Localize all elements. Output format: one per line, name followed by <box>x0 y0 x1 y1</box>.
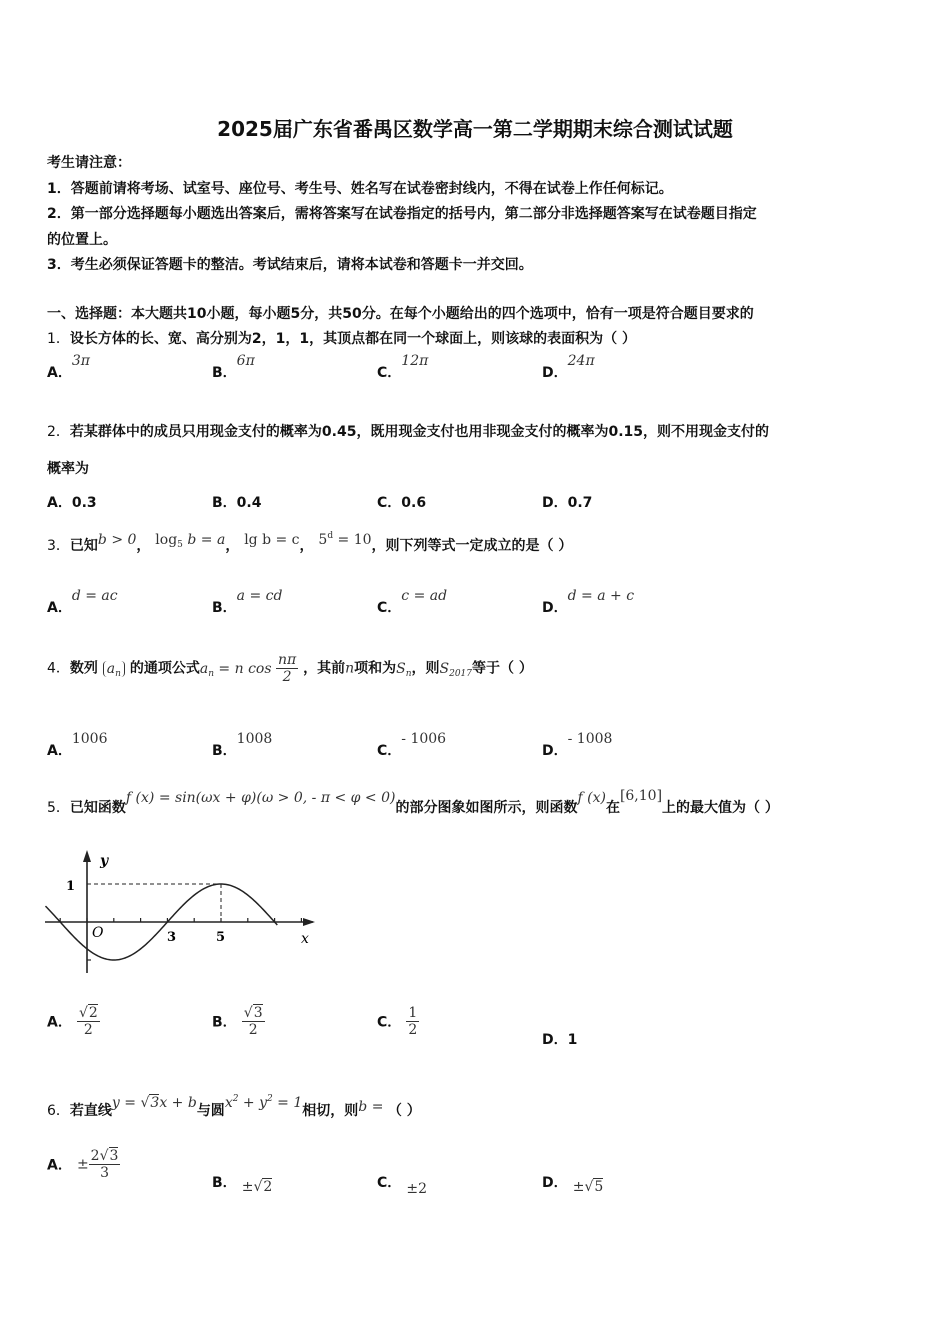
question-2-cont: 概率为 <box>47 461 89 477</box>
question-1-text: 设长方体的长、宽、高分别为2，1，1，其顶点都在同一个球面上，则该球的表面积为（ ） <box>69 331 637 347</box>
notice-item-2: 2．第一部分选择题每小题选出答案后，需将答案写在试卷指定的括号内，第二部分非选择题答案写在试卷题目指定 <box>47 206 757 222</box>
q2-option-a: A．0.3 <box>47 495 97 511</box>
q2-option-b: B．0.4 <box>212 495 262 511</box>
q6-option-b: B． ±√2 <box>212 1175 273 1195</box>
notice-item-2-cont: 的位置上。 <box>47 232 117 248</box>
q4-option-c: C．- 1006 <box>377 731 447 759</box>
question-2-text: 若某群体中的成员只用现金支付的概率为0.45，既用现金支付也用非现金支付的概率为0.15，则不用现金支付的 <box>69 424 770 440</box>
q4-option-b: B．1008 <box>212 731 273 759</box>
q3-option-a: A．d = ac <box>47 588 118 616</box>
question-number: 2． <box>47 424 70 440</box>
q4-option-a: A．1006 <box>47 731 108 759</box>
notice-item-1: 1．答题前请将考场、试室号、座位号、考生号、姓名写在试卷密封线内，不得在试卷上作任何标记。 <box>47 181 673 197</box>
q1-option-c: C．12π <box>377 353 429 381</box>
q3-option-d: D．d = a + c <box>542 588 635 616</box>
section-heading: 一、选择题：本大题共10小题，每小题5分，共50分。在每个小题给出的四个选项中，恰有一项是符合题目要求的 <box>47 306 754 322</box>
origin-label: O <box>92 925 104 941</box>
q6-option-d: D． ±√5 <box>542 1175 604 1195</box>
notice-item-3: 3．考生必须保证答题卡的整洁。考试结束后，请将本试卷和答题卡一并交回。 <box>47 257 533 273</box>
q1-option-b: B．6π <box>212 353 255 381</box>
question-1 <box>47 328 636 348</box>
q2-option-d: D．0.7 <box>542 495 593 511</box>
page-title: 2025届广东省番禺区数学高一第二学期期末综合测试试题 <box>217 117 733 141</box>
question-6: 6．若直线y = √3x + b与圆$x^2 + y^2 = 1$相切，则b = （ ） <box>47 1094 421 1119</box>
q6-option-c: C． ±2 <box>377 1175 428 1197</box>
q1-option-a: A．3π <box>47 353 90 381</box>
sine-graph <box>43 845 323 975</box>
tick-label-3: 3 <box>167 930 177 945</box>
question-5: 5．已知函数f (x) = sin(ωx + φ)(ω > 0, - π < φ < 0)的部分图象如图所示，则函数f (x)在[6,10]上的最大值为（ ） <box>47 788 779 816</box>
q5-option-a: A． $\frac{√2}{2}$ <box>47 1005 98 1039</box>
q4-option-d: D．- 1008 <box>542 731 613 759</box>
notice-heading: 考生请注意： <box>47 155 131 171</box>
tick-label-1: 1 <box>66 879 76 894</box>
question-number: 1． <box>47 331 70 347</box>
question-3: 3．已知b > 0， $\log_5 b = a$， lg b = c， $5^d = 10$，则下列等式一定成立的是（ ） <box>47 531 573 554</box>
q6-option-a: A． ± $\frac{2√3}{3}$ <box>47 1148 119 1182</box>
q2-option-c: C．0.6 <box>377 495 427 511</box>
y-axis-arrow <box>83 850 91 862</box>
question-4: 4．数列 $a_n$ 的通项公式$a_n = n$ cos $\frac{n\pi}{2}$ ，其前n项和为$S_n$，则$S_{2017}$等于（ ） <box>47 652 533 686</box>
q5-option-c: C． $\frac{1}{2}$ <box>377 1005 418 1039</box>
fraction: $\frac{n\pi}{2}$ <box>278 652 297 686</box>
x-axis-label: x <box>301 931 309 947</box>
y-axis-label: y <box>100 853 109 869</box>
q3-option-b: B．a = cd <box>212 588 283 616</box>
q3-option-c: C．c = ad <box>377 588 448 616</box>
question-2 <box>47 421 769 441</box>
q1-option-d: D．24π <box>542 353 595 381</box>
q5-option-d: D．1 <box>542 1032 578 1048</box>
q5-option-b: B． $\frac{√3}{2}$ <box>212 1005 263 1039</box>
tick-label-5: 5 <box>216 930 226 945</box>
x-axis-arrow <box>303 918 315 926</box>
